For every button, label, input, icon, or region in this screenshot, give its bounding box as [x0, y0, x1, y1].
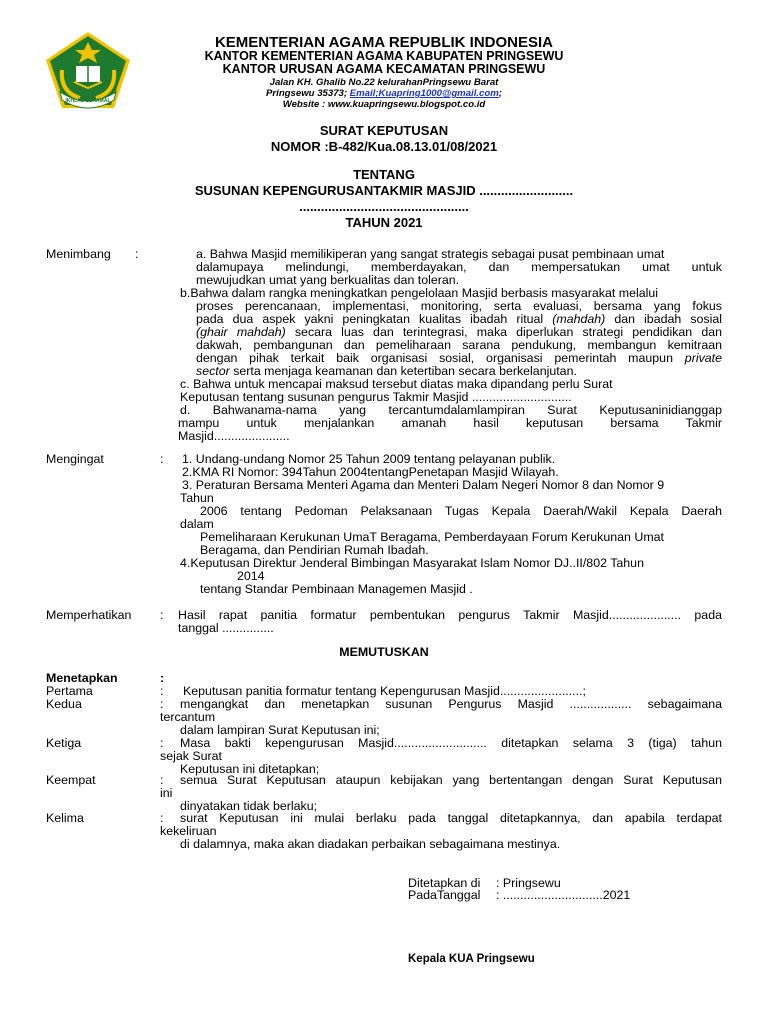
keempat-2: ini [160, 786, 173, 800]
postal-code: Pringsewu 35373; [266, 88, 350, 99]
mengingat-2: 2.KMA RI Nomor: 394Tahun 2004tentangPenetapan Masjid Wilayah. [182, 465, 559, 479]
tanggal-value: : .............................2021 [496, 888, 631, 902]
office-kabupaten: KANTOR KEMENTERIAN AGAMA KABUPATEN PRINGSEWU [204, 49, 564, 63]
b4-italic: (ghair mahdah) [196, 325, 286, 339]
ditetapkan-value: : Pringsewu [496, 876, 561, 890]
mengingat-4c: tentang Standar Pembinaan Managemen Masjid . [200, 582, 473, 596]
menimbang-c: c. Bahwa untuk mencapai maksud tersebut diatas maka dipandang perlu Surat [180, 377, 613, 391]
b6-text: dengan pihak terkait baik organisasi sosial, organisasi pemerintah maupun [196, 351, 685, 365]
ketiga-1: Masa bakti kepengurusan Masjid........................... ditetapkan selama 3 (tiga) tahun [180, 736, 722, 750]
ketiga-colon: : [160, 736, 164, 750]
kelima-label: Kelima [46, 811, 84, 825]
b7-italic: sector [196, 364, 230, 378]
dots-heading: ............................................... [299, 199, 469, 214]
memperhatikan-label: Memperhatikan [46, 608, 132, 622]
pertama-text: Keputusan panitia formatur tentang Kepengurusan Masjid........................; [183, 684, 586, 698]
mengingat-3: 3. Peraturan Bersama Menteri Agama dan Menteri Dalam Negeri Nomor 8 dan Nomor 9 [182, 478, 665, 492]
office-kecamatan: KANTOR URUSAN AGAMA KECAMATAN PRINGSEWU [222, 62, 546, 76]
menimbang-body [180, 248, 722, 443]
pertama-label: Pertama [46, 684, 93, 698]
mengingat-label: Mengingat [46, 452, 104, 466]
kedua-label: Kedua [46, 697, 82, 711]
ketiga-2: sejak Surat [160, 749, 222, 763]
website-line: Website : www.kuapringsewu.blogspot.co.id [282, 99, 486, 110]
kelima-2: kekeliruan [160, 824, 217, 838]
memperhatikan-colon: : [160, 608, 164, 622]
ditetapkan-label: Ditetapkan di [408, 876, 481, 890]
b3-italic: (mahdah) [552, 312, 606, 326]
kedua-body [160, 698, 722, 737]
letterhead [150, 36, 618, 110]
b3-text: pada dua aspek yakni peningkatan kualitas ibadah ritual [196, 312, 553, 326]
menimbang-b: b.Bahwa dalam rangka meningkatkan pengelolaan Masjid berbasis masyarakat melalui [180, 286, 658, 300]
kelima-colon: : [160, 811, 164, 825]
mengingat-1: 1. Undang-undang Nomor 25 Tahun 2009 tentang pelayanan publik. [182, 452, 556, 466]
surat-keputusan-heading: SURAT KEPUTUSAN [319, 123, 449, 138]
menimbang-label: Menimbang [46, 247, 111, 261]
menimbang-a-end: mewujudkan umat yang berkualitas dan toleran. [196, 273, 460, 287]
memperhatikan-1: Hasil rapat panitia formatur pembentukan pengurus Takmir Masjid..................... pada [178, 608, 722, 622]
document-title [150, 123, 618, 231]
tahun-heading: TAHUN 2021 [345, 215, 423, 230]
memperhatikan-2: tanggal ............... [178, 621, 274, 635]
ketiga-label: Ketiga [46, 736, 82, 750]
keempat-body [160, 774, 722, 813]
email-link[interactable]: Email;Kuapring1000@gmail.com [349, 88, 499, 99]
menimbang-d: d. Bahwanama-nama yang tercantumdalamlampiran Surat Keputusaninidianggap [180, 403, 722, 417]
mengingat-3b: Tahun [180, 491, 214, 505]
susunan-heading: SUSUNAN KEPENGURUSANTAKMIR MASJID .......................... [194, 183, 574, 198]
ketiga-body [160, 737, 722, 776]
mengingat-3d: dalam [180, 517, 214, 531]
menimbang-d2: mampu untuk menjalankan amanah hasil keputusan bersama Takmir [178, 416, 722, 430]
ministry-name: KEMENTERIAN AGAMA REPUBLIK INDONESIA [214, 34, 554, 51]
mengingat-4: 4.Keputusan Direktur Jenderal Bimbingan Masyarakat Islam Nomor DJ..II/802 Tahun [180, 556, 644, 570]
mengingat-4b: 2014 [237, 569, 265, 583]
mengingat-3c: 2006 tentang Pedoman Pelaksanaan Tugas Kepala Daerah/Wakil Kepala Daerah [200, 504, 722, 518]
tanggal-label: PadaTanggal [408, 888, 481, 902]
pertama-colon: : [160, 684, 164, 698]
address-line: Jalan KH. Ghalib No.22 kelurahanPringsewu Barat [269, 77, 499, 88]
menimbang-c2: Keputusan tentang susunan pengurus Takmir Masjid ............................. [180, 390, 572, 404]
tentang-heading: TENTANG [353, 167, 415, 182]
kedua-3: dalam lampiran Surat Keputusan ini; [180, 723, 380, 737]
mengingat-body [180, 453, 722, 596]
menimbang-a: a. Bahwa Masjid memilikiperan yang sangat strategis sebagai pusat pembinaan umat [196, 247, 665, 261]
kelima-body [160, 812, 722, 851]
kepala-kua-signature: Kepala KUA Pringsewu [408, 953, 535, 965]
mengingat-3e: Pemeliharaan Kerukunan UmaT Beragama, Pemberdayaan Forum Kerukunan Umat [200, 530, 664, 544]
b4-text: secara luas dan terintegrasi, maka diperlukan strategi pendidikan dan [285, 325, 722, 339]
memperhatikan-body [178, 609, 722, 635]
keempat-1: semua Surat Keputusan ataupun kebijakan yang bertentangan dengan Surat Keputusan [180, 773, 722, 787]
menimbang-b5: dakwah, pembangunan dan pemeliharaan sarana pendukung, membangun kemitraan [196, 338, 722, 352]
nomor-heading: NOMOR :B-482/Kua.08.13.01/08/2021 [270, 139, 498, 154]
logo-ribbon-text: IKHLAS BERAMAL [65, 98, 111, 104]
menimbang-a-cont: dalamupaya melindungi, memberdayakan, dan mempersatukan umat untuk [196, 260, 722, 274]
b7-text: serta menjaga keamanan dan ketertiban secara berkelanjutan. [229, 364, 577, 378]
keempat-colon: : [160, 773, 164, 787]
kedua-2: tercantum [160, 710, 216, 724]
menimbang-d3: Masjid...................... [178, 429, 290, 443]
kelima-1: surat Keputusan ini mulai berlaku pada tanggal ditetapkannya, dan apabila terdapat [180, 811, 722, 825]
menimbang-colon: : [135, 247, 139, 261]
kelima-3: di dalamnya, maka akan diadakan perbaikan sebagaimana mestinya. [180, 837, 561, 851]
ketiga-3: Keputusan ini ditetapkan; [180, 762, 320, 776]
b3-text-end: dan ibadah sosial [605, 312, 722, 326]
kedua-colon: : [160, 697, 164, 711]
mengingat-3f: Beragama, dan Pendirian Rumah Ibadah. [200, 543, 429, 557]
menetapkan-colon: : [160, 671, 165, 685]
address-email-line [150, 88, 618, 99]
keempat-label: Keempat [46, 773, 96, 787]
kedua-1: mengangkat dan menetapkan susunan Pengurus Masjid .................. sebagaimana [180, 697, 722, 711]
memutuskan-heading: MEMUTUSKAN [339, 645, 429, 659]
b6-italic: private [684, 351, 722, 365]
address-suffix: ; [498, 88, 502, 99]
menetapkan-label: Menetapkan [46, 671, 118, 685]
menimbang-b2: proses perencanaan, implementasi, monitoring, serta evaluasi, bersama yang fokus [196, 299, 722, 313]
mengingat-colon: : [160, 452, 164, 466]
keempat-3: dinyatakan tidak berlaku; [180, 799, 318, 813]
kemenag-logo [40, 30, 136, 110]
